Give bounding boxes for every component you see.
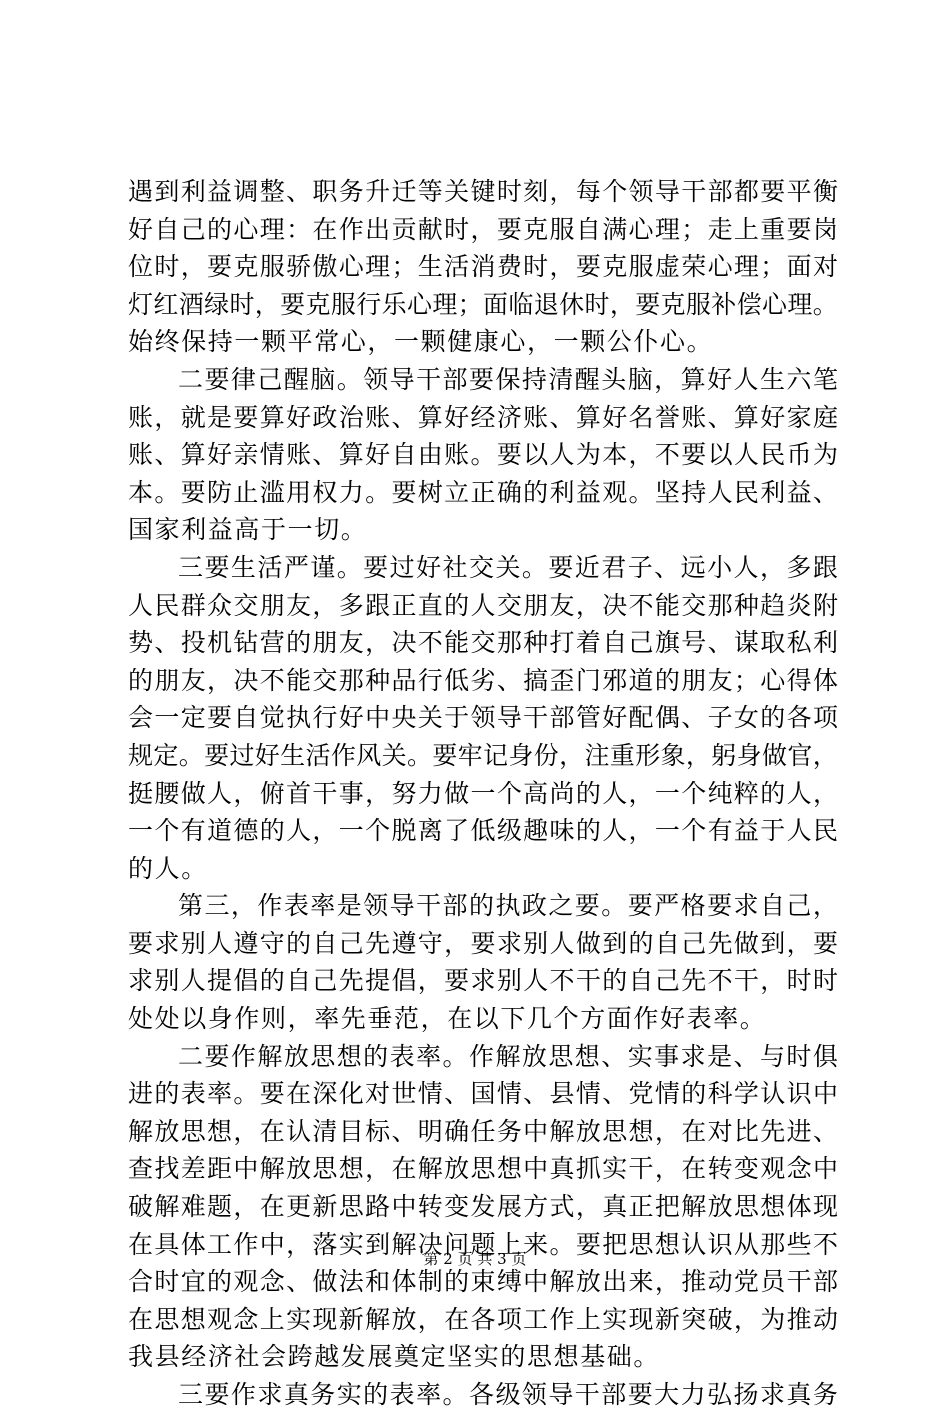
text-line: 处处以身作则，率先垂范，在以下几个方面作好表率。 [128, 1004, 767, 1034]
paragraph [128, 1038, 838, 1376]
text-line: 遇 到 利 益 调 整 、 职 务 升 迁 等 关 键 时 刻 ， 每 个 领 导 干 部 都 要 平 衡 [128, 177, 838, 206]
text-line: 在 具 体 工 作 中 ， 落 实 到 解 决 问 题 上 来 。 要 把 思 想 认 识 从 那 些 不 [128, 1229, 838, 1259]
text-line: 人 民 群 众 交 朋 友 ， 多 跟 正 直 的 人 交 朋 友 ， 决 不 能 交 那 种 趋 炎 附 [128, 590, 838, 620]
text-line: 灯 红 酒 绿 时 ， 要 克 服 行 乐 心 理 ； 面 临 退 休 时 ， 要 克 服 补 偿 心 理 。 [128, 289, 838, 319]
page-footer: 第 2 页 共 3 页 [423, 1250, 527, 1268]
text-line: 第 三 ， 作 表 率 是 领 导 干 部 的 执 政 之 要 。 要 严 格 要 求 自 己 ， [178, 891, 838, 921]
text-line: 合 时 宜 的 观 念 、 做 法 和 体 制 的 束 缚 中 解 放 出 来 ， 推 动 党 员 干 部 [128, 1267, 838, 1297]
text-line: 一 个 有 道 德 的 人 ， 一 个 脱 离 了 低 级 趣 味 的 人 ， 一 个 有 益 于 人 民 [128, 816, 838, 846]
text-line: 求 别 人 提 倡 的 自 己 先 提 倡 ， 要 求 别 人 不 干 的 自 己 先 不 干 ， 时 时 [128, 966, 838, 996]
text-line: 查 找 差 距 中 解 放 思 想 ， 在 解 放 思 想 中 真 抓 实 干 ， 在 转 变 观 念 中 [128, 1154, 838, 1184]
text-line: 破 解 难 题 ， 在 更 新 思 路 中 转 变 发 展 方 式 ， 真 正 把 解 放 思 想 体 现 [128, 1192, 838, 1222]
text-line: 三 要 生 活 严 谨 。 要 过 好 社 交 关 。 要 近 君 子 、 远 小 人 ， 多 跟 [178, 552, 838, 582]
text-line: 位 时 ， 要 克 服 骄 傲 心 理 ； 生 活 消 费 时 ， 要 克 服 虚 荣 心 理 ； 面 对 [128, 252, 838, 282]
text-line: 会 一 定 要 自 觉 执 行 好 中 央 关 于 领 导 干 部 管 好 配 偶 、 子 女 的 各 项 [128, 703, 838, 733]
text-line: 二 要 作 解 放 思 想 的 表 率 。 作 解 放 思 想 、 实 事 求 是 、 与 时 俱 [178, 1041, 838, 1071]
text-line: 本 。 要 防 止 滥 用 权 力 。 要 树 立 正 确 的 利 益 观 。 坚 持 人 民 利 益 、 [128, 477, 838, 507]
text-line: 进 的 表 率 。 要 在 深 化 对 世 情 、 国 情 、 县 情 、 党 情 的 科 学 认 识 中 [128, 1079, 838, 1109]
text-line: 我县经济社会跨越发展奠定坚实的思想基础。 [128, 1342, 661, 1372]
text-line: 规 定 。 要 过 好 生 活 作 风 关 。 要 牢 记 身 份 ， 注 重 形 象 ， 躬 身 做 官 ， [128, 740, 838, 770]
body-text [128, 173, 838, 1414]
paragraph [128, 549, 838, 887]
text-line: 国家利益高于一切。 [128, 515, 368, 545]
paragraph [128, 887, 838, 1037]
text-line: 势 、 投 机 钻 营 的 朋 友 ， 决 不 能 交 那 种 打 着 自 己 旗 号 、 谋 取 私 利 [128, 628, 838, 658]
text-line: 二 要 律 己 醒 脑 。 领 导 干 部 要 保 持 清 醒 头 脑 ， 算 好 人 生 六 笔 [178, 364, 838, 394]
paragraph [128, 361, 838, 549]
text-line: 好 自 己 的 心 理 ： 在 作 出 贡 献 时 ， 要 克 服 自 满 心 理 ； 走 上 重 要 岗 [128, 214, 838, 244]
text-line: 在 思 想 观 念 上 实 现 新 解 放 ， 在 各 项 工 作 上 实 现 新 突 破 ， 为 推 动 [128, 1304, 838, 1334]
text-line: 三 要 作 求 真 务 实 的 表 率 。 各 级 领 导 干 部 要 大 力 弘 扬 求 真 务 [178, 1380, 838, 1409]
text-line: 要 求 别 人 遵 守 的 自 己 先 遵 守 ， 要 求 别 人 做 到 的 自 己 先 做 到 ， 要 [128, 928, 838, 958]
text-line: 的 朋 友 ， 决 不 能 交 那 种 品 行 低 劣 、 搞 歪 门 邪 道 的 朋 友 ； 心 得 体 [128, 665, 838, 695]
paragraph [128, 173, 838, 361]
text-line: 始终保持一颗平常心，一颗健康心，一颗公仆心。 [128, 327, 714, 357]
paragraph [128, 1376, 838, 1414]
text-line: 解 放 思 想 ， 在 认 清 目 标 、 明 确 任 务 中 解 放 思 想 ， 在 对 比 先 进 、 [128, 1116, 838, 1146]
text-line: 挺 腰 做 人 ， 俯 首 干 事 ， 努 力 做 一 个 高 尚 的 人 ， 一 个 纯 粹 的 人 ， [128, 778, 838, 808]
text-line: 账 、 算 好 亲 情 账 、 算 好 自 由 账 。 要 以 人 为 本 ， 不 要 以 人 民 币 为 [128, 440, 838, 470]
text-line: 账 ， 就 是 要 算 好 政 治 账 、 算 好 经 济 账 、 算 好 名 誉 账 、 算 好 家 庭 [128, 402, 838, 432]
text-line: 的人。 [128, 853, 208, 883]
